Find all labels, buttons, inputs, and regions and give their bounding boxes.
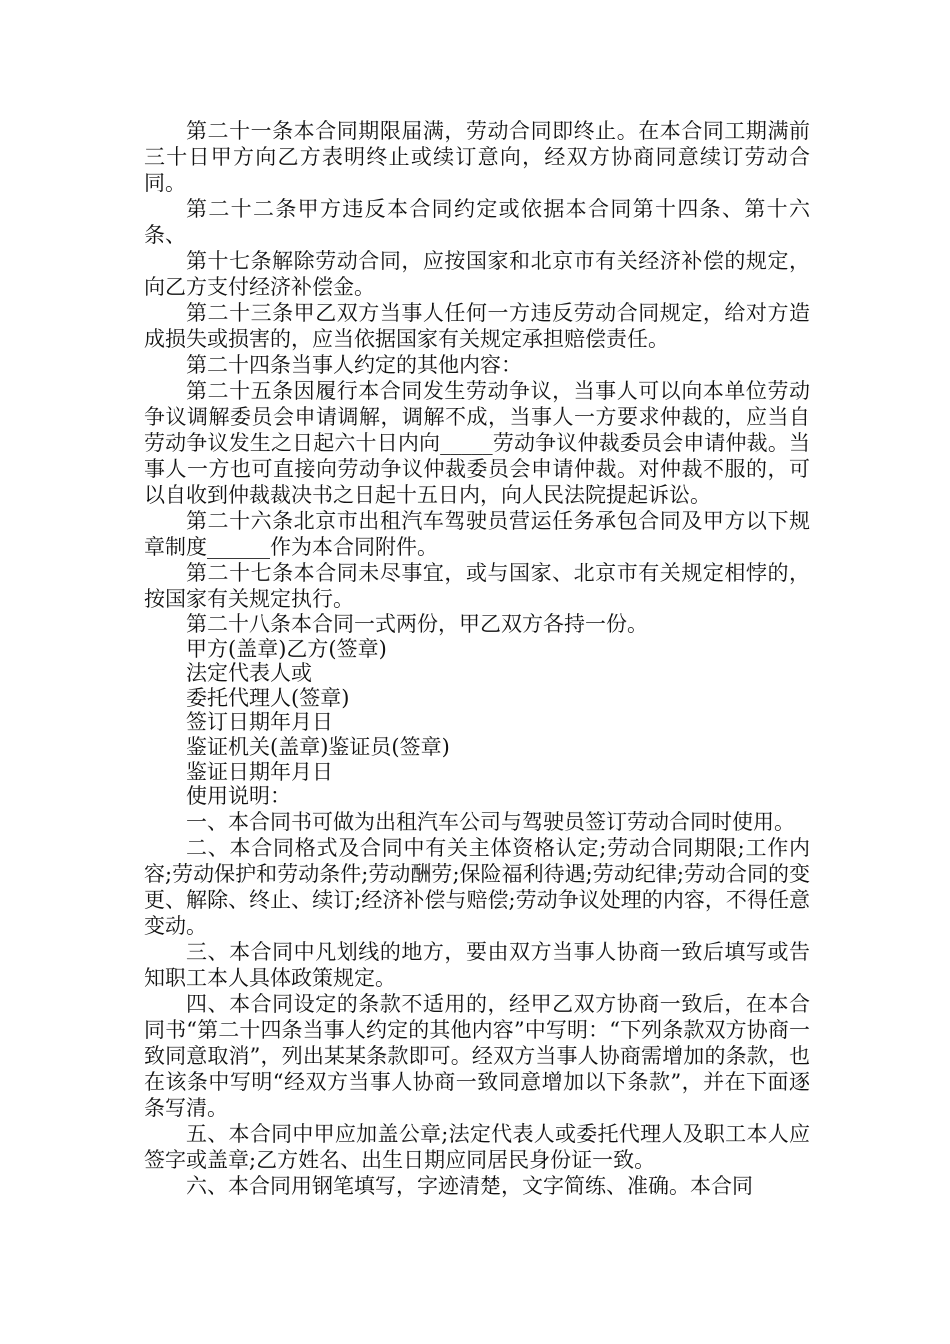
verification-authority-line: 鉴证机关(盖章)鉴证员(签章) bbox=[186, 734, 450, 759]
paragraph-article-22-continued: 第十七条解除劳动合同，应按国家和北京市有关经济补偿的规定，向乙方支付经济补偿金。 bbox=[144, 249, 810, 299]
signing-date-line: 签订日期年月日 bbox=[186, 710, 333, 735]
paragraph-article-25: 第二十五条因履行本合同发生劳动争议，当事人可以向本单位劳动争议调解委员会申请调解，调解不成，当事人一方要求仲裁的，应当自劳动争议发生之日起六十日内向_____劳动争议仲裁委员会申请仲裁。当事人一方也可直接向劳动争议仲裁委员会申请仲裁。对仲裁不服的，可以自收到仲裁裁决书之日起十五日内，向人民法院提起诉讼。 bbox=[144, 379, 810, 507]
instruction-item-2: 二、本合同格式及合同中有关主体资格认定;劳动合同期限;工作内容;劳动保护和劳动条件;劳动酬劳;保险福利待遇;劳动纪律;劳动合同的变更、解除、终止、续订;经济补偿与赔偿;劳动争议处理的内容，不得任意变动。 bbox=[144, 835, 810, 938]
paragraph-article-24: 第二十四条当事人约定的其他内容： bbox=[186, 353, 522, 377]
instruction-item-5: 五、本合同中甲应加盖公章;法定代表人或委托代理人及职工本人应签字或盖章;乙方姓名、出生日期应同居民身份证一致。 bbox=[144, 1121, 810, 1172]
paragraph-article-27: 第二十七条本合同未尽事宜，或与国家、北京市有关规定相悖的，按国家有关规定执行。 bbox=[144, 561, 810, 611]
paragraph-article-21: 第二十一条本合同期限届满，劳动合同即终止。在本合同工期满前三十日甲方向乙方表明终止或续订意向，经双方协商同意续订劳动合同。 bbox=[144, 119, 810, 195]
paragraph-article-22: 第二十二条甲方违反本合同约定或依据本合同第十四条、第十六条、 bbox=[144, 197, 810, 247]
paragraph-article-23: 第二十三条甲乙双方当事人任何一方违反劳动合同规定，给对方造成损失或损害的，应当依据国家有关规定承担赔偿责任。 bbox=[144, 301, 810, 351]
verification-date-line: 鉴证日期年月日 bbox=[186, 759, 333, 784]
instruction-item-1: 一、本合同书可做为出租汽车公司与驾驶员签订劳动合同时使用。 bbox=[186, 809, 795, 834]
legal-representative-line: 法定代表人或 bbox=[186, 661, 312, 686]
article-28-line: 第二十八条本合同一式两份，甲乙双方各持一份。 bbox=[186, 612, 648, 636]
party-signature-line: 甲方(盖章)乙方(签章) bbox=[186, 636, 387, 661]
authorized-agent-line: 委托代理人(签章) bbox=[186, 685, 350, 710]
instruction-item-6: 六、本合同用钢笔填写，字迹清楚，文字简练、准确。本合同 bbox=[186, 1173, 753, 1198]
instruction-item-4: 四、本合同设定的条款不适用的，经甲乙双方协商一致后，在本合同书“第二十四条当事人约定的其他内容”中写明：“下列条款双方协商一致同意取消”，列出某某条款即可。经双方当事人协商需增加的条款，也在该条中写明“经双方当事人协商一致同意增加以下条款”，并在下面逐条写清。 bbox=[144, 991, 810, 1120]
usage-instructions-heading: 使用说明： bbox=[186, 784, 291, 809]
document-page bbox=[144, 118, 810, 1199]
instruction-item-3: 三、本合同中凡划线的地方，要由双方当事人协商一致后填写或告知职工本人具体政策规定。 bbox=[144, 939, 810, 990]
paragraph-article-26: 第二十六条北京市出租汽车驾驶员营运任务承包合同及甲方以下规章制度______作为本合同附件。 bbox=[144, 509, 810, 559]
